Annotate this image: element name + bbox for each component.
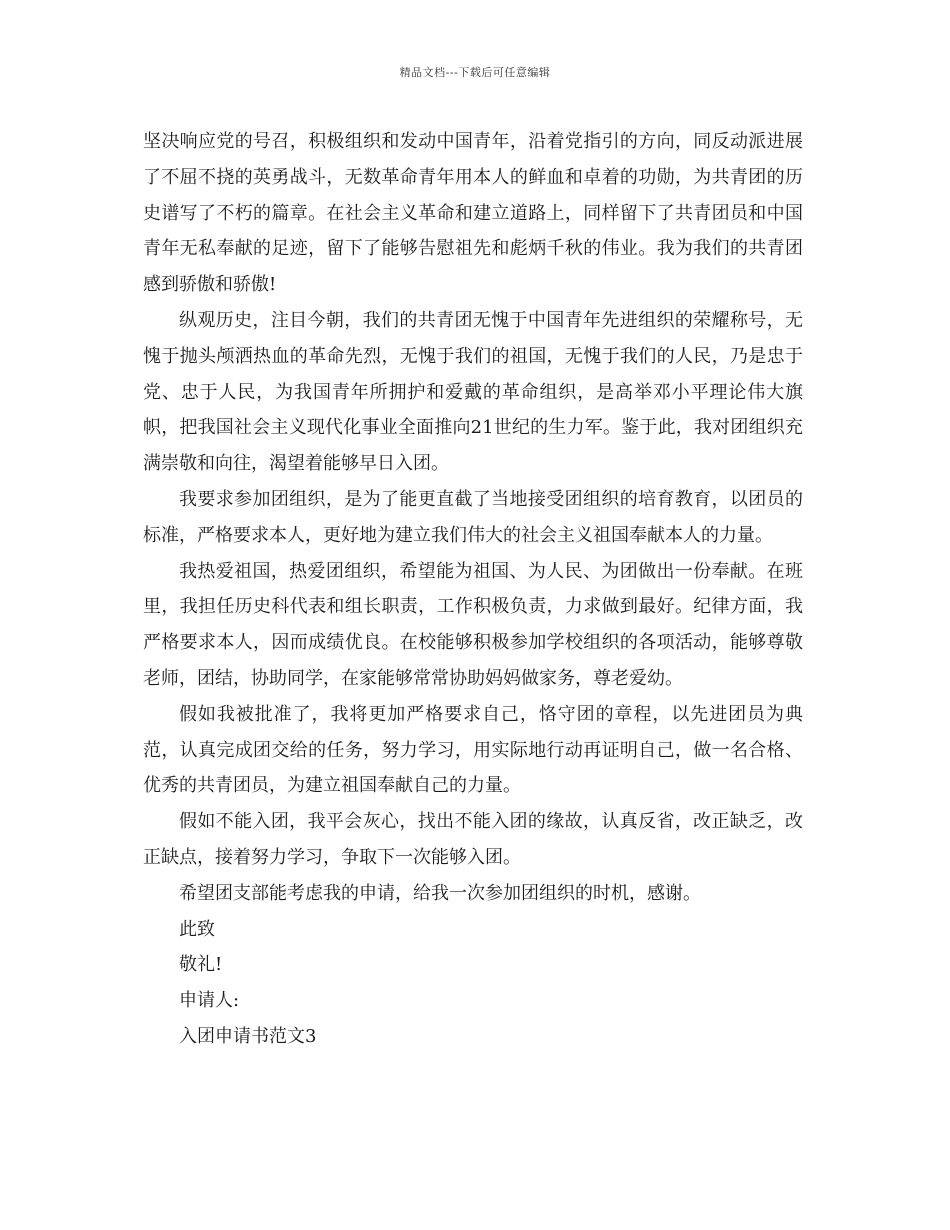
document-body	[143, 124, 803, 1055]
paragraph-6: 假如不能入团，我平会灰心，找出不能入团的缘故，认真反省，改正缺乏，改正缺点，接着努力学习，争取下一次能够入团。	[143, 811, 803, 868]
closing-regards: 敬礼!	[179, 954, 223, 976]
section-title: 入团申请书范文3	[179, 1025, 317, 1047]
paragraph-4: 我热爱祖国，热爱团组织，希望能为祖国、为人民、为团做出一份奉献。在班里，我担任历史科代表和组长职责，工作积极负责，力求做到最好。纪律方面，我严格要求本人，因而成绩优良。在校能够积极参加学校组织的各项活动，能够尊敬老师，团结，协助同学，在家能够常常协助妈妈做家务，尊老爱幼。	[143, 560, 803, 689]
paragraph-7: 希望团支部能考虑我的申请，给我一次参加团组织的时机，感谢。	[179, 882, 701, 904]
paragraph-2: 纵观历史，注目今朝，我们的共青团无愧于中国青年先进组织的荣耀称号，无愧于抛头颅洒热血的革命先烈，无愧于我们的祖国，无愧于我们的人民，乃是忠于党、忠于人民，为我国青年所拥护和爱戴的革命组织，是高举邓小平理论伟大旗帜，把我国社会主义现代化事业全面推向21世纪的生力军。鉴于此，我对团组织充满崇敬和向往，渴望着能够早日入团。	[143, 309, 803, 475]
closing-salutation: 此致	[179, 918, 215, 940]
page-header: 精品文档---下载后可任意编辑	[399, 66, 551, 79]
applicant-label: 申请人:	[179, 990, 240, 1012]
paragraph-3: 我要求参加团组织，是为了能更直截了当地接受团组织的培育教育，以团员的标准，严格要求本人，更好地为建立我们伟大的社会主义祖国奉献本人的力量。	[143, 488, 803, 546]
paragraph-5: 假如我被批准了，我将更加严格要求自己，恪守团的章程，以先进团员为典范，认真完成团交给的任务，努力学习，用实际地行动再证明自己，做一名合格、优秀的共青团员，为建立祖国奉献自己的力量。	[143, 703, 803, 797]
paragraph-1: 坚决响应党的号召，积极组织和发动中国青年，沿着党指引的方向，同反动派进展了不屈不挠的英勇战斗，无数革命青年用本人的鲜血和卓着的功勋，为共青团的历史谱写了不朽的篇章。在社会主义革命和建立道路上，同样留下了共青团员和中国青年无私奉献的足迹，留下了能够告慰祖先和彪炳千秋的伟业。我为我们的共青团感到骄傲和骄傲!	[143, 131, 803, 296]
